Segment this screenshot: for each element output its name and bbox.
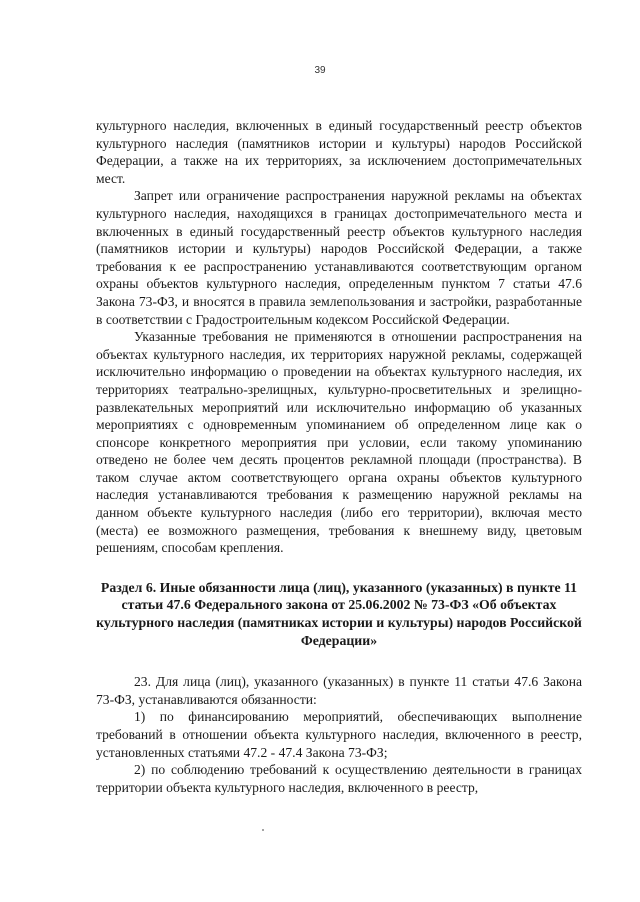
document-body <box>96 117 582 796</box>
paragraph-continuation: культурного наследия, включенных в единый государственный реестр объектов культурного наследия (памятников истории и культуры) народов Российской Федерации, а также на их территориях, за исключением достопримечательных мест. <box>96 118 582 186</box>
page-number: 39 <box>314 65 326 76</box>
paragraph-requirements-exceptions: Указанные требования не применяются в отношении распространения на объектах культурного наследия, их территориях наружной рекламы, содержащей исключительно информацию о проведении на объектах культурного наследия, их территориях театрально-зрелищных, культурно-просветительных и зрелищно-развлекательных мероприятий или исключительно информацию об указанных мероприятиях с одновременным упоминанием об определенном лице как о спонсоре конкретного мероприятия при условии, если такому упоминанию отведено не более чем десять процентов рекламной площади (пространства). В таком случае актом соответствующего органа охраны объектов культурного наследия устанавливаются требования к размещению наружной рекламы на данном объекте культурного наследия (либо его территории), включая место (места) ее возможного размещения, требования к внешнему виду, цветовым решениям, способам крепления. <box>96 329 582 556</box>
paragraph-subitem-2: 2) по соблюдению требований к осуществлению деятельности в границах территории объекта культурного наследия, включенного в реестр, <box>96 762 582 795</box>
section-heading: Раздел 6. Иные обязанности лица (лиц), указанного (указанных) в пункте 11 статьи 47.6 Федерального закона от 25.06.2002 № 73-ФЗ «Об объектах культурного наследия (памятниках истории и культуры) народов Российской Федерации» <box>96 579 582 648</box>
paragraph-subitem-1: 1) по финансированию мероприятий, обеспечивающих выполнение требований в отношении объекта культурного наследия, включенного в реестр, установленных статьями 47.2 - 47.4 Закона 73-ФЗ; <box>96 709 582 760</box>
scan-speck <box>262 829 264 831</box>
paragraph-item-23: 23. Для лица (лиц), указанного (указанных) в пункте 11 статьи 47.6 Закона 73-ФЗ, устанавливаются обязанности: <box>96 674 582 707</box>
paragraph-advertising-restriction: Запрет или ограничение распространения наружной рекламы на объектах культурного наследия, находящихся в границах достопримечательного места и включенных в единый государственный реестр объектов культурного наследия (памятников истории и культуры) народов Российской Федерации, а также требования к ее распространению устанавливаются соответствующим органом охраны объектов культурного наследия, определенным пунктом 7 статьи 47.6 Закона 73-ФЗ, и вносятся в правила землепользования и застройки, разработанные в соответствии с Градостроительным кодексом Российской Федерации. <box>96 188 582 327</box>
